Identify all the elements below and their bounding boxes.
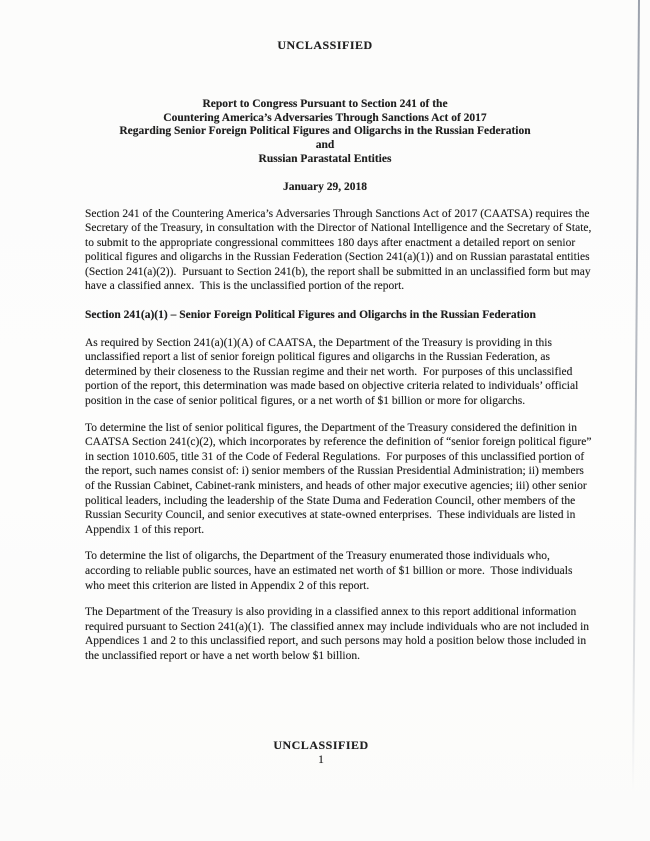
title-line-2: Countering America’s Adversaries Through Sanctions Act of 2017 xyxy=(163,111,487,124)
title-line-3: Regarding Senior Foreign Political Figures and Oligarchs in the Russian Federation xyxy=(119,125,531,138)
paragraph-senior-figures: To determine the list of senior political figures, the Department of the Treasury considered the definition in CAATSA Section 241(c)(2), which incorporates by reference the definition of “senior foreign political figure” in section 1010.605, title 31 of the Code of Federal Regulations. For purposes of this unclassified portion of the report, such names consist of: i) senior members of the Russian Presidential Administration; ii) members of the Russian Cabinet, Cabinet-rank ministers, and heads of other major executive agencies; iii) other senior political leaders, including the leadership of the State Duma and Federation Council, other members of the Russian Security Council, and senior executives at state-owned enterprises. These individuals are listed in Appendix 1 of this report. xyxy=(85,421,595,536)
footer-classification-marking: UNCLASSIFIED xyxy=(273,738,369,752)
report-title xyxy=(0,98,650,167)
paragraph-intro: Section 241 of the Countering America’s Adversaries Through Sanctions Act of 2017 (CAATSA) requires the Secretary of the Treasury, in consultation with the Director of National Intelligence and the Secretary of State, to submit to the appropriate congressional committees 180 days after enactment a detailed report on senior political figures and oligarchs in the Russian Federation (Section 241(a)(1)) and on Russian parastatal entities (Section 241(a)(2)). Pursuant to Section 241(b), the report shall be submitted in an unclassified form but may have a classified annex. This is the unclassified portion of the report. xyxy=(85,207,595,293)
title-line-4: and xyxy=(315,139,335,152)
title-line-1: Report to Congress Pursuant to Section 241 of the xyxy=(202,98,448,110)
header-classification-marking: UNCLASSIFIED xyxy=(277,38,373,52)
document-body xyxy=(85,207,595,664)
page-number: 1 xyxy=(318,754,324,766)
page-footer xyxy=(0,738,642,766)
paragraph-criteria: As required by Section 241(a)(1)(A) of CAATSA, the Department of the Treasury is providing in this unclassified report a list of senior foreign political figures and oligarchs in the Russian Federation, as determined by their closeness to the Russian regime and their net worth. For purposes of this unclassified portion of the report, this determination was made based on objective criteria related to individuals’ official position in the case of senior political figures, or a net worth of $1 billion or more for oligarchs. xyxy=(85,336,582,408)
paragraph-classified-annex: The Department of the Treasury is also providing in a classified annex to this report additional information required pursuant to Section 241(a)(1). The classified annex may include individuals who are not included in Appendices 1 and 2 to this unclassified report, and such persons may hold a position below those included in the unclassified report or have a net worth below $1 billion. xyxy=(85,606,592,662)
report-date: January 29, 2018 xyxy=(282,180,368,193)
paragraph-oligarchs: To determine the list of oligarchs, the Department of the Treasury enumerated those individuals who, according to reliable public sources, have an estimated net worth of $1 billion or more. Those individuals who meet this criterion are listed in Appendix 2 of this report. xyxy=(85,550,576,592)
section-heading-241a1: Section 241(a)(1) – Senior Foreign Political Figures and Oligarchs in the Russian Federation xyxy=(85,309,536,322)
title-line-5: Russian Parastatal Entities xyxy=(258,152,392,165)
